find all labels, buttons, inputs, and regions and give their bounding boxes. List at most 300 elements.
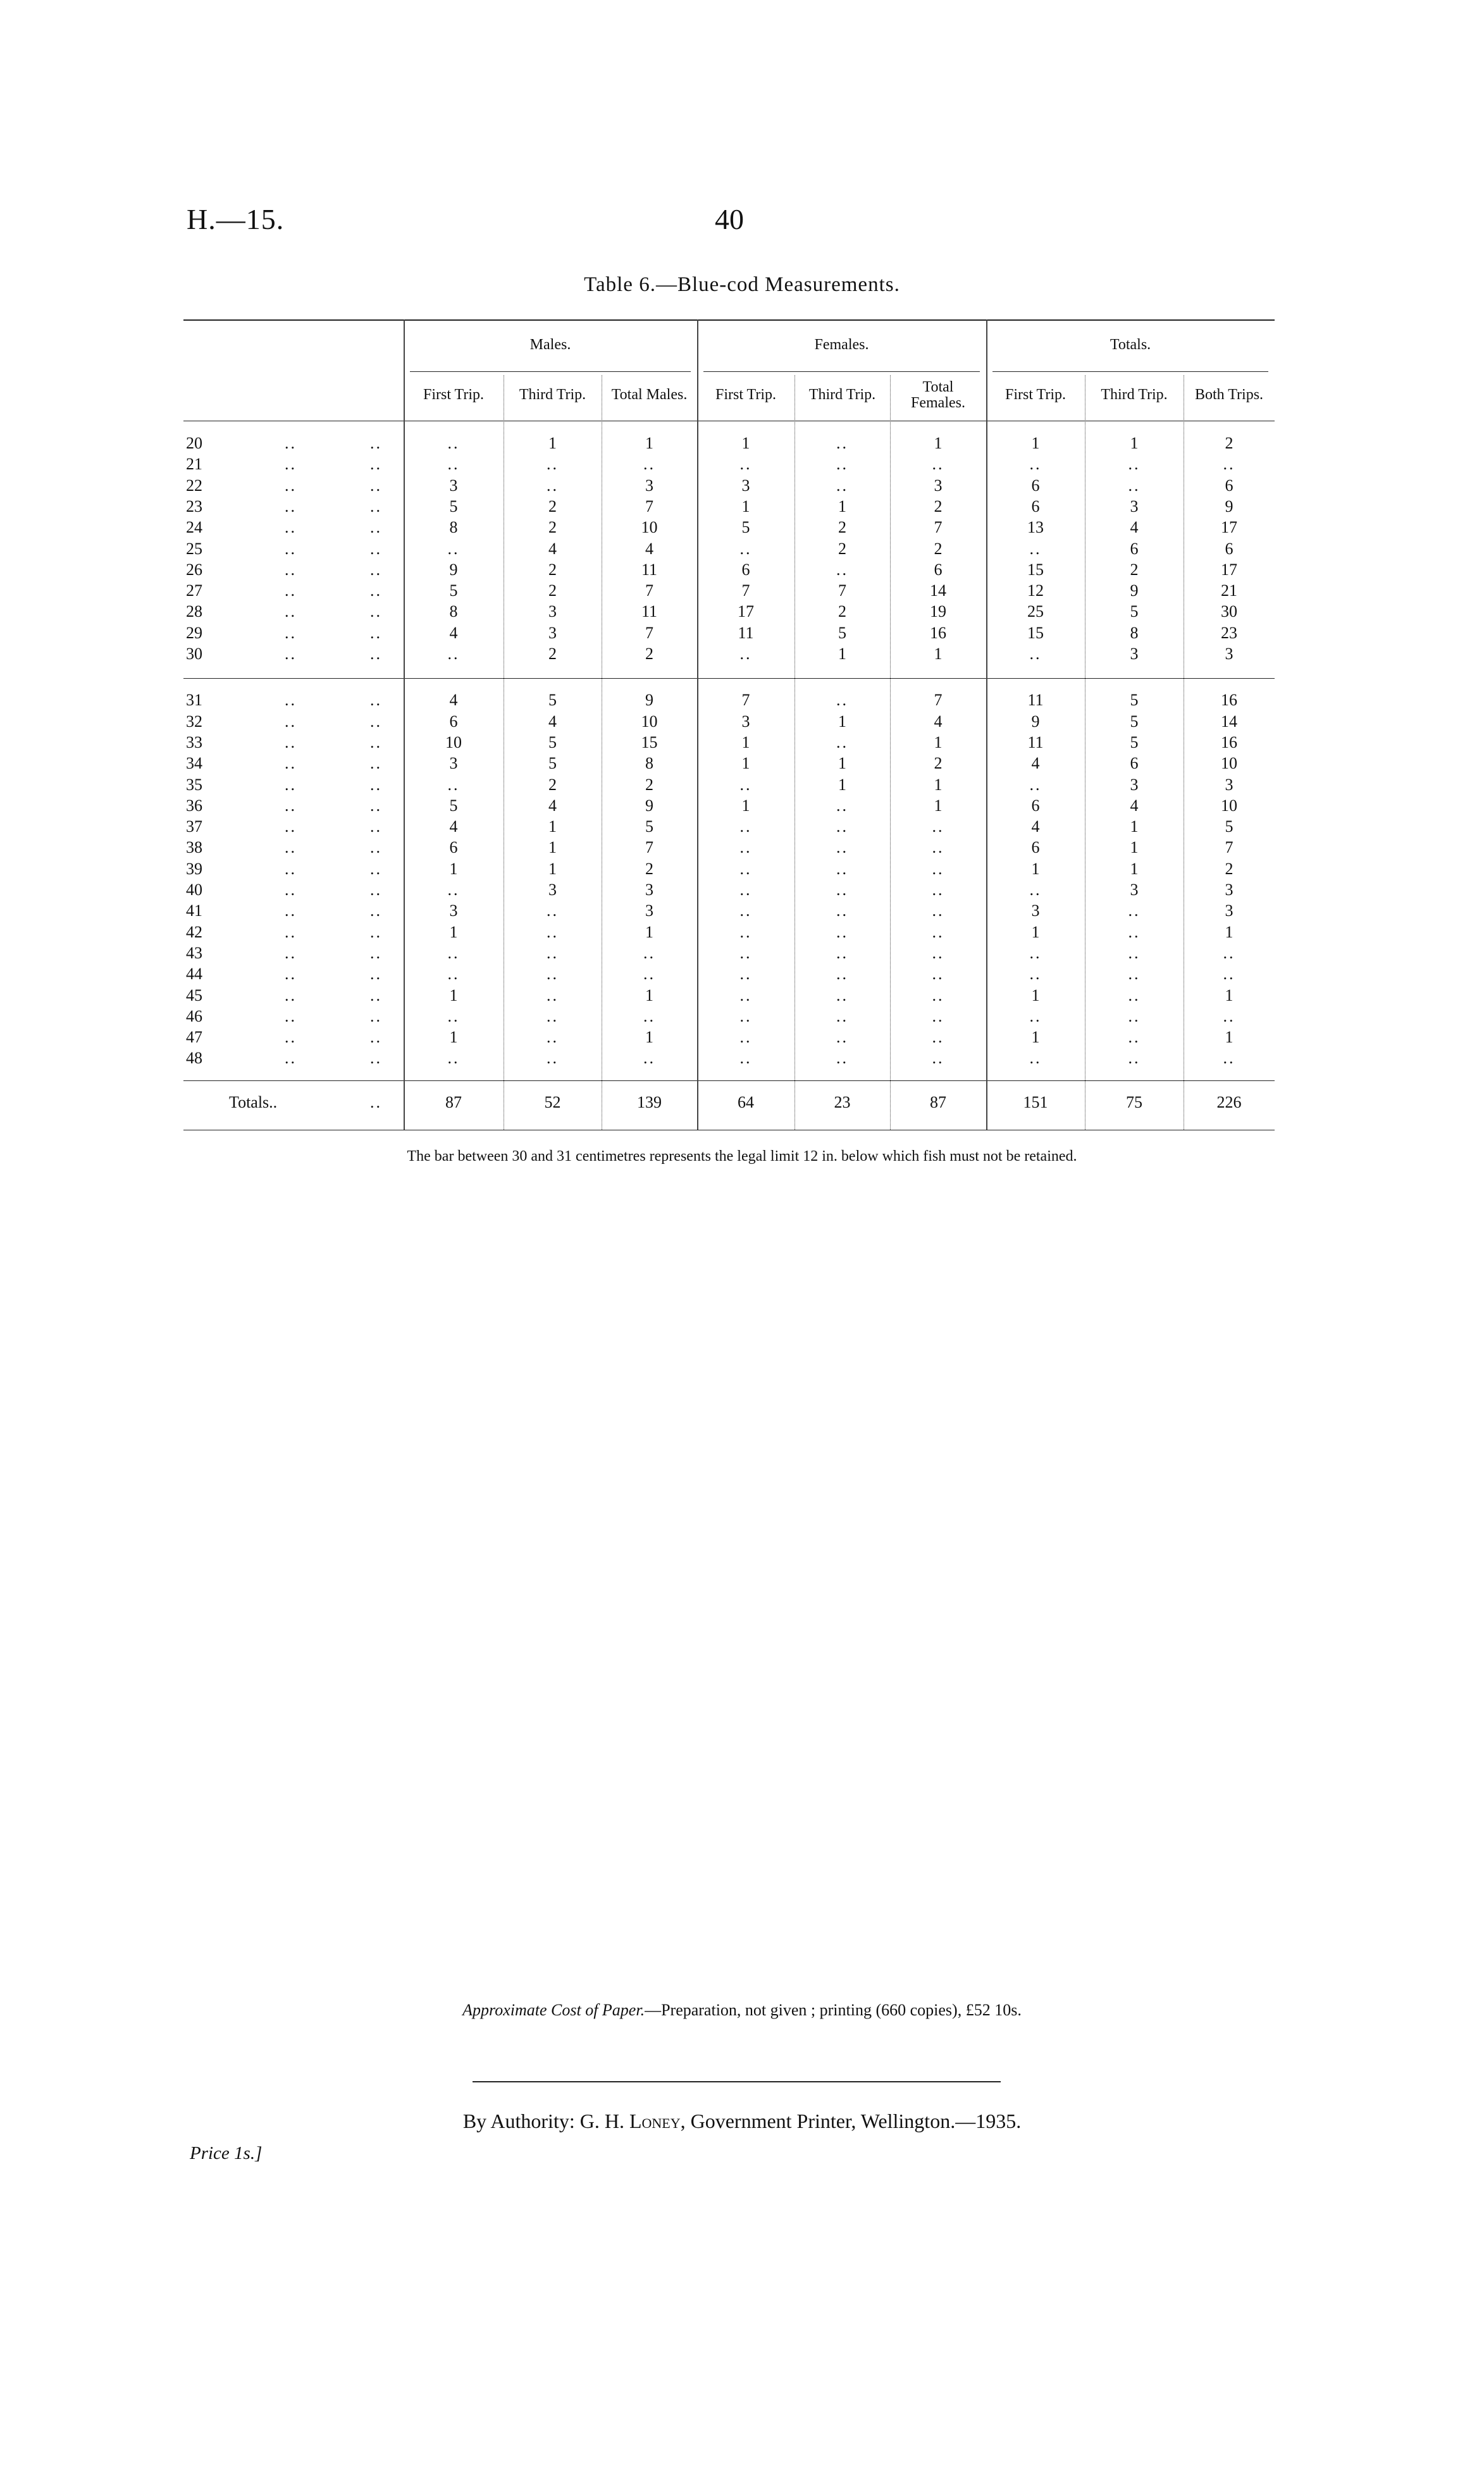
leader-dots: .. [285, 1049, 297, 1068]
table-cell: 4 [548, 796, 557, 815]
table-cell: 4 [548, 712, 557, 731]
table-cell: 2 [934, 497, 943, 516]
table-cell: 4 [1130, 796, 1139, 815]
leader-dots: .. [370, 1028, 382, 1047]
leader-dots: .. [285, 623, 297, 642]
table-cell: .. [739, 901, 752, 920]
table-top-rule [183, 319, 1275, 321]
totals-cell: 226 [1216, 1093, 1242, 1112]
table-cell: 1 [741, 754, 750, 773]
leader-dots: .. [285, 838, 297, 857]
table-cell: .. [1128, 901, 1141, 920]
table-cell: 3 [548, 623, 557, 642]
leader-dots: .. [370, 434, 382, 452]
table-cell: .. [932, 455, 944, 474]
leader-dots: .. [370, 560, 382, 579]
table-cell: 4 [1130, 518, 1139, 537]
table-cell: .. [739, 539, 752, 558]
table-cell: 1 [1130, 817, 1139, 836]
table-cell: 7 [934, 691, 943, 710]
table-cell: 1 [934, 775, 943, 794]
table-cell: 2 [645, 645, 653, 663]
page-number: 40 [715, 203, 744, 235]
leader-dots: .. [370, 943, 382, 962]
column-header: First Trip. [423, 386, 485, 403]
table-cell: 25 [1027, 602, 1044, 621]
table-cell: .. [836, 1006, 848, 1025]
imprint-prefix: By Authority: G. H. [462, 2110, 624, 2132]
table-cell: 6 [1031, 796, 1040, 815]
leader-dots: .. [285, 943, 297, 962]
table-cell: 9 [645, 691, 653, 710]
row-centimetres: 37 [186, 817, 202, 836]
table-cell: 1 [934, 796, 943, 815]
table-cell: 9 [1130, 581, 1139, 600]
table-cell: .. [739, 986, 752, 1005]
table-cell: 5 [1225, 817, 1234, 836]
leader-dots: .. [370, 602, 382, 621]
table-cell: 4 [1031, 754, 1040, 773]
table-cell: 2 [548, 645, 557, 663]
table-cell: .. [836, 434, 848, 452]
totals-label: Totals.. [229, 1093, 278, 1112]
leader-dots: .. [285, 922, 297, 941]
table-cell: .. [1223, 1049, 1235, 1068]
table-cell: 1 [1031, 922, 1040, 941]
table-cell: .. [1128, 476, 1141, 495]
row-centimetres: 22 [186, 476, 202, 495]
table-cell: .. [447, 455, 460, 474]
leader-dots: .. [285, 691, 297, 710]
table-cell: 3 [645, 901, 653, 920]
table-cell: 2 [838, 539, 846, 558]
table-cell: .. [1029, 1049, 1042, 1068]
table-cell: .. [1128, 455, 1141, 474]
row-centimetres: 42 [186, 922, 202, 941]
table-cell: 14 [930, 581, 946, 600]
table-cell: 8 [449, 518, 458, 537]
table-cell: 10 [445, 733, 462, 751]
totals-cell: 139 [637, 1093, 662, 1112]
totals-cell: 64 [738, 1093, 754, 1112]
table-cell: .. [932, 859, 944, 878]
row-centimetres: 25 [186, 539, 202, 558]
leader-dots: .. [370, 922, 382, 941]
row-centimetres: 38 [186, 838, 202, 857]
leader-dots: .. [285, 775, 297, 794]
table-cell: 4 [934, 712, 943, 731]
table-cell: .. [739, 881, 752, 899]
row-centimetres: 20 [186, 434, 202, 452]
table-cell: 1 [838, 775, 846, 794]
table-cell: 5 [741, 518, 750, 537]
table-cell: .. [447, 775, 460, 794]
table-cell: 15 [641, 733, 658, 751]
table-cell: 9 [1031, 712, 1040, 731]
row-centimetres: 30 [186, 645, 202, 663]
table-cell: 3 [1225, 775, 1234, 794]
table-cell: 7 [645, 497, 653, 516]
table-cell: 16 [1221, 733, 1237, 751]
table-cell: .. [739, 943, 752, 962]
table-cell: .. [932, 1049, 944, 1068]
leader-dots: .. [285, 434, 297, 452]
table-cell: .. [739, 838, 752, 857]
row-centimetres: 24 [186, 518, 202, 537]
table-cell: .. [1029, 539, 1042, 558]
table-cell: 7 [838, 581, 846, 600]
imprint-rule [473, 2081, 1001, 2082]
table-cell: .. [739, 775, 752, 794]
leader-dots: .. [285, 712, 297, 731]
table-cell: .. [836, 796, 848, 815]
column-header: Third Trip. [1101, 386, 1168, 403]
table-cell: .. [447, 965, 460, 984]
table-cell: .. [739, 922, 752, 941]
column-header: First Trip. [715, 386, 777, 403]
table-cell: 15 [1027, 623, 1044, 642]
table-cell: 5 [548, 733, 557, 751]
table-cell: 2 [548, 518, 557, 537]
table-cell: 5 [449, 581, 458, 600]
table-cell: .. [547, 455, 559, 474]
table-cell: .. [836, 1028, 848, 1047]
table-cell: 6 [1031, 838, 1040, 857]
leader-dots: .. [285, 645, 297, 663]
price-note: Price 1s.] [190, 2143, 263, 2163]
table-cell: .. [1029, 1006, 1042, 1025]
leader-dots: .. [370, 796, 382, 815]
table-cell: .. [1128, 943, 1141, 962]
imprint-suffix: , Government Printer, Wellington.—1935. [680, 2110, 1022, 2132]
table-cell: 3 [934, 476, 943, 495]
table-cell: 2 [548, 581, 557, 600]
row-centimetres: 47 [186, 1028, 202, 1047]
row-centimetres: 41 [186, 901, 202, 920]
report-reference: H.—15. [187, 203, 285, 235]
table-cell: .. [932, 838, 944, 857]
group-header: Females. [814, 337, 869, 353]
leader-dots: .. [370, 476, 382, 495]
table-cell: .. [739, 817, 752, 836]
table-cell: 1 [449, 986, 458, 1005]
leader-dots: .. [370, 775, 382, 794]
table-cell: 11 [1027, 733, 1044, 751]
group-header: Totals. [1110, 337, 1151, 353]
table-cell: 2 [548, 497, 557, 516]
table-cell: .. [739, 455, 752, 474]
leader-dots: .. [370, 1006, 382, 1025]
table-cell: .. [547, 476, 559, 495]
blue-cod-measurements-table [183, 319, 1275, 1145]
table-cell: 30 [1221, 602, 1237, 621]
table-cell: 1 [1031, 1028, 1040, 1047]
table-cell: 11 [1027, 691, 1044, 710]
table-cell: 2 [548, 775, 557, 794]
row-centimetres: 28 [186, 602, 202, 621]
leader-dots: .. [285, 539, 297, 558]
table-cell: 1 [741, 796, 750, 815]
totals-cell: 87 [445, 1093, 462, 1112]
table-cell: .. [447, 539, 460, 558]
table-cell: .. [739, 1028, 752, 1047]
table-cell: 19 [930, 602, 946, 621]
table-cell: 6 [449, 838, 458, 857]
totals-cell: 23 [834, 1093, 851, 1112]
table-cell: .. [547, 986, 559, 1005]
table-cell: 10 [641, 518, 658, 537]
leader-dots: .. [370, 838, 382, 857]
table-cell: .. [1223, 455, 1235, 474]
printer-name: Loney [629, 2110, 681, 2132]
table-cell: .. [643, 1049, 655, 1068]
table-cell: 11 [641, 560, 658, 579]
column-header: Both Trips. [1194, 386, 1264, 403]
table-cell: .. [932, 943, 944, 962]
table-cell: 7 [741, 691, 750, 710]
table-cell: 4 [449, 691, 458, 710]
table-cell: 1 [838, 754, 846, 773]
table-cell: 5 [1130, 602, 1139, 621]
table-cell: 1 [1225, 1028, 1234, 1047]
row-centimetres: 43 [186, 943, 202, 962]
table-cell: 4 [1031, 817, 1040, 836]
table-cell: .. [547, 965, 559, 984]
table-cell: 9 [1225, 497, 1234, 516]
table-cell: 5 [838, 623, 846, 642]
table-cell: 10 [1221, 754, 1237, 773]
table-cell: .. [547, 943, 559, 962]
leader-dots: .. [285, 455, 297, 474]
table-cell: 1 [1130, 838, 1139, 857]
row-centimetres: 27 [186, 581, 202, 600]
leader-dots: .. [285, 817, 297, 836]
table-cell: 3 [1225, 881, 1234, 899]
table-cell: .. [836, 1049, 848, 1068]
table-cell: 6 [1031, 476, 1040, 495]
table-cell: .. [1128, 1028, 1141, 1047]
table-cell: 1 [934, 733, 943, 751]
row-centimetres: 40 [186, 881, 202, 899]
table-cell: .. [643, 943, 655, 962]
row-centimetres: 39 [186, 859, 202, 878]
table-cell: 1 [934, 645, 943, 663]
cost-of-paper-note [0, 2001, 1484, 2020]
table-cell: .. [932, 881, 944, 899]
row-centimetres: 36 [186, 796, 202, 815]
table-cell: 12 [1027, 581, 1044, 600]
table-cell: 10 [641, 712, 658, 731]
table-cell: 1 [1130, 859, 1139, 878]
table-cell: 16 [1221, 691, 1237, 710]
table-cell: 10 [1221, 796, 1237, 815]
row-centimetres: 48 [186, 1049, 202, 1068]
row-centimetres: 23 [186, 497, 202, 516]
leader-dots: .. [285, 602, 297, 621]
group-underline [410, 371, 691, 372]
leader-dots: .. [370, 986, 382, 1005]
table-cell: 3 [741, 476, 750, 495]
table-title: Table 6.—Blue-cod Measurements. [584, 273, 900, 296]
table-cell: .. [836, 986, 848, 1005]
totals-cell: 151 [1023, 1093, 1048, 1112]
leader-dots: .. [285, 965, 297, 984]
leader-dots: .. [285, 560, 297, 579]
table-cell: 1 [838, 497, 846, 516]
table-cell: 2 [934, 754, 943, 773]
table-cell: .. [932, 922, 944, 941]
table-cell: .. [739, 645, 752, 663]
table-cell: 3 [1130, 775, 1139, 794]
table-cell: 1 [741, 733, 750, 751]
table-cell: 13 [1027, 518, 1044, 537]
leader-dots: .. [370, 455, 382, 474]
table-cell: 1 [645, 1028, 653, 1047]
table-cell: 1 [1130, 434, 1139, 452]
table-cell: 6 [449, 712, 458, 731]
table-cell: 1 [1225, 986, 1234, 1005]
row-centimetres: 34 [186, 754, 202, 773]
table-cell: 6 [1130, 539, 1139, 558]
table-cell: 14 [1221, 712, 1237, 731]
row-centimetres: 35 [186, 775, 202, 794]
table-cell: .. [447, 1006, 460, 1025]
leader-dots: .. [370, 1093, 382, 1112]
table-cell: .. [932, 901, 944, 920]
table-cell: 6 [934, 560, 943, 579]
leader-dots: .. [285, 881, 297, 899]
table-cell: 1 [741, 497, 750, 516]
table-cell: .. [447, 645, 460, 663]
leader-dots: .. [370, 539, 382, 558]
leader-dots: .. [285, 796, 297, 815]
table-cell: 3 [1130, 645, 1139, 663]
table-cell: 3 [1130, 881, 1139, 899]
table-cell: 21 [1221, 581, 1237, 600]
table-cell: .. [739, 965, 752, 984]
table-cell: 3 [1225, 901, 1234, 920]
table-cell: .. [1029, 455, 1042, 474]
table-cell: 6 [1225, 476, 1234, 495]
table-cell: 2 [934, 539, 943, 558]
table-cell: .. [836, 881, 848, 899]
table-cell: 17 [1221, 518, 1237, 537]
table-cell: .. [932, 965, 944, 984]
table-cell: 11 [641, 602, 658, 621]
table-cell: 3 [449, 476, 458, 495]
table-cell: 6 [1130, 754, 1139, 773]
row-centimetres: 21 [186, 455, 202, 474]
table-cell: .. [447, 434, 460, 452]
table-cell: .. [643, 1006, 655, 1025]
table-cell: 1 [548, 859, 557, 878]
leader-dots: .. [285, 733, 297, 751]
table-cell: 4 [548, 539, 557, 558]
column-header: Third Trip. [808, 386, 876, 403]
table-cell: 3 [548, 881, 557, 899]
table-cell: 4 [449, 623, 458, 642]
table-cell: 5 [645, 817, 653, 836]
table-cell: .. [1029, 965, 1042, 984]
row-centimetres: 26 [186, 560, 202, 579]
table-cell: .. [932, 1028, 944, 1047]
table-cell: 11 [738, 623, 754, 642]
table-cell: 3 [645, 881, 653, 899]
table-cell: 1 [934, 434, 943, 452]
table-cell: 2 [838, 518, 846, 537]
table-cell: 2 [645, 859, 653, 878]
table-cell: .. [836, 838, 848, 857]
leader-dots: .. [370, 881, 382, 899]
table-footnote: The bar between 30 and 31 centimetres represents the legal limit 12 in. below which fish must not be retained. [407, 1148, 1077, 1165]
table-cell: 1 [645, 922, 653, 941]
cost-text: —Preparation, not given ; printing (660 copies), £52 10s. [645, 2001, 1022, 2019]
table-cell: .. [547, 922, 559, 941]
leader-dots: .. [370, 581, 382, 600]
table-cell: 16 [930, 623, 946, 642]
leader-dots: .. [370, 691, 382, 710]
table-cell: .. [739, 1006, 752, 1025]
column-header: Third Trip. [519, 386, 586, 403]
table-cell: 6 [741, 560, 750, 579]
table-cell: 7 [1225, 838, 1234, 857]
leader-dots: .. [370, 623, 382, 642]
table-cell: 1 [449, 1028, 458, 1047]
table-cell: .. [1029, 645, 1042, 663]
table-cell: 2 [1225, 434, 1234, 452]
row-centimetres: 46 [186, 1006, 202, 1025]
table-cell: .. [1128, 965, 1141, 984]
table-cell: .. [836, 560, 848, 579]
table-cell: 3 [1031, 901, 1040, 920]
column-header: Total Males. [611, 386, 688, 403]
table-cell: .. [836, 965, 848, 984]
table-cell: .. [643, 965, 655, 984]
table-cell: .. [447, 943, 460, 962]
table-cell: .. [932, 1006, 944, 1025]
table-cell: 1 [1031, 859, 1040, 878]
table-cell: .. [1128, 986, 1141, 1005]
table-cell: 2 [1225, 859, 1234, 878]
table-cell: 8 [449, 602, 458, 621]
totals-rule [183, 1080, 1275, 1081]
leader-dots: .. [370, 754, 382, 773]
leader-dots: .. [285, 859, 297, 878]
table-cell: .. [1029, 943, 1042, 962]
table-cell: 1 [741, 434, 750, 452]
table-cell: .. [932, 817, 944, 836]
table-cell: 1 [838, 645, 846, 663]
totals-cell: 87 [930, 1093, 946, 1112]
leader-dots: .. [370, 965, 382, 984]
table-cell: .. [739, 859, 752, 878]
row-centimetres: 32 [186, 712, 202, 731]
column-header: Total Females. [911, 379, 965, 412]
table-cell: 3 [1130, 497, 1139, 516]
leader-dots: .. [370, 817, 382, 836]
table-cell: 5 [548, 754, 557, 773]
table-cell: 9 [449, 560, 458, 579]
table-cell: 1 [645, 434, 653, 452]
table-cell: 3 [1225, 645, 1234, 663]
table-cell: 1 [1031, 434, 1040, 452]
table-cell: .. [836, 733, 848, 751]
table-cell: .. [1029, 881, 1042, 899]
table-cell: 17 [1221, 560, 1237, 579]
table-cell: 5 [449, 497, 458, 516]
leader-dots: .. [285, 476, 297, 495]
table-cell: 7 [934, 518, 943, 537]
